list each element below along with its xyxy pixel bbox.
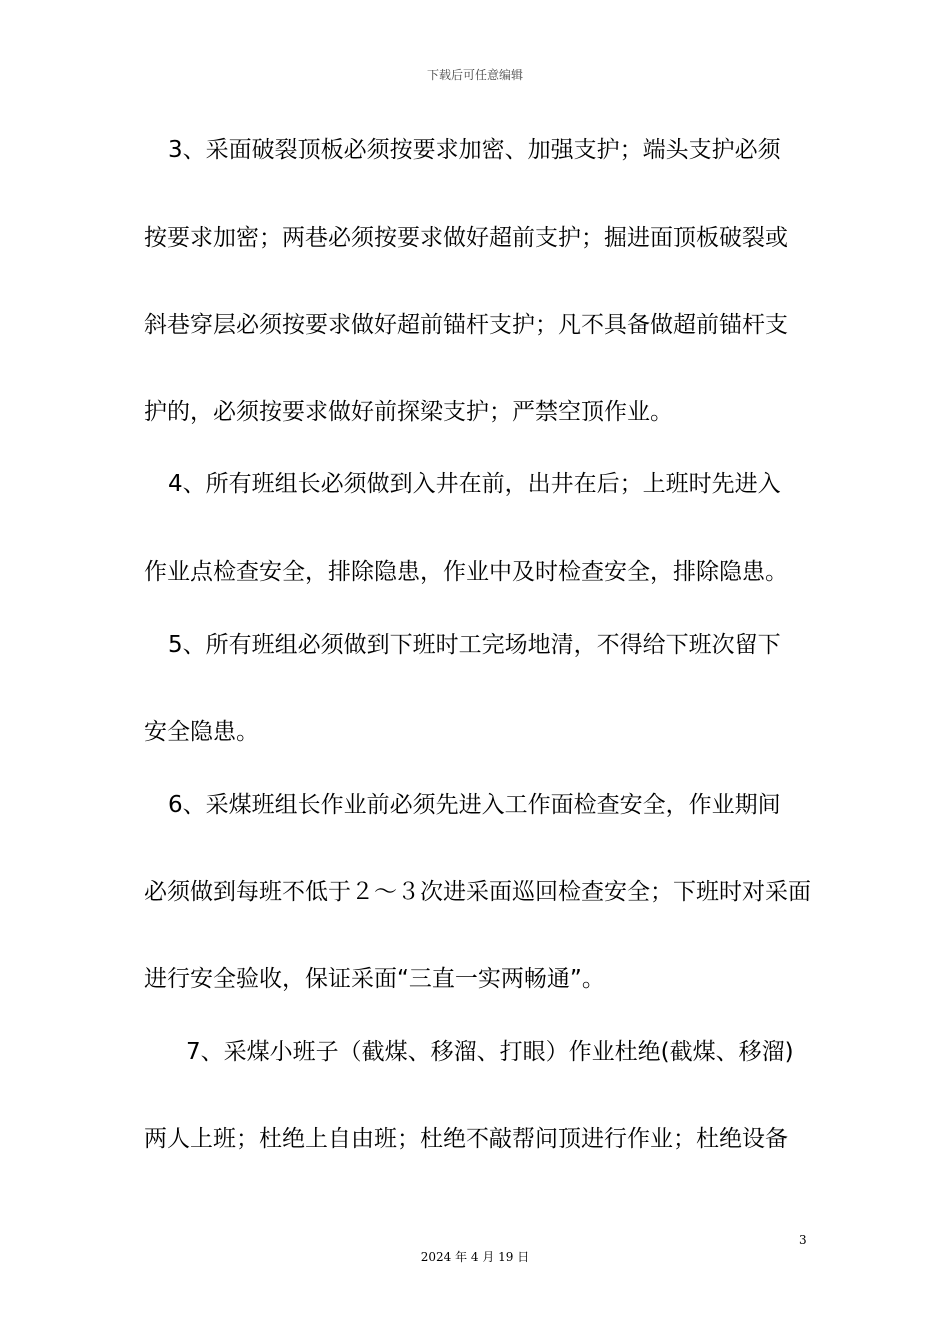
body-line-3: 斜巷穿层必须按要求做好超前锚杆支护；凡不具备做超前锚杆支 bbox=[144, 312, 788, 338]
body-line-7: 5、所有班组必须做到下班时工完场地清，不得给下班次留下 bbox=[168, 632, 781, 658]
body-line-6: 作业点检查安全，排除隐患，作业中及时检查安全，排除隐患。 bbox=[144, 559, 788, 585]
body-line-13: 两人上班；杜绝上自由班；杜绝不敲帮问顶进行作业；杜绝设备 bbox=[144, 1126, 788, 1152]
body-line-11: 进行安全验收，保证采面“三直一实两畅通”。 bbox=[144, 966, 605, 992]
body-line-5: 4、所有班组长必须做到入井在前，出井在后；上班时先进入 bbox=[168, 471, 781, 497]
page-number: 3 bbox=[799, 1233, 807, 1247]
body-line-1: 3、采面破裂顶板必须按要求加密、加强支护；端头支护必须 bbox=[168, 137, 781, 163]
page-footer-date: 2024 年 4 月 19 日 bbox=[420, 1250, 530, 1264]
body-line-10: 必须做到每班不低于２～３次进采面巡回检查安全；下班时对采面 bbox=[144, 879, 811, 905]
page-header: 下载后可任意编辑 bbox=[426, 68, 523, 82]
body-line-8: 安全隐患。 bbox=[144, 719, 259, 745]
body-line-4: 护的，必须按要求做好前探梁支护；严禁空顶作业。 bbox=[144, 399, 673, 425]
body-line-12: 7、采煤小班子（截煤、移溜、打眼）作业杜绝(截煤、移溜) bbox=[186, 1039, 794, 1065]
body-line-9: 6、采煤班组长作业前必须先进入工作面检查安全，作业期间 bbox=[168, 792, 781, 818]
body-line-2: 按要求加密；两巷必须按要求做好超前支护；掘进面顶板破裂或 bbox=[144, 225, 788, 251]
